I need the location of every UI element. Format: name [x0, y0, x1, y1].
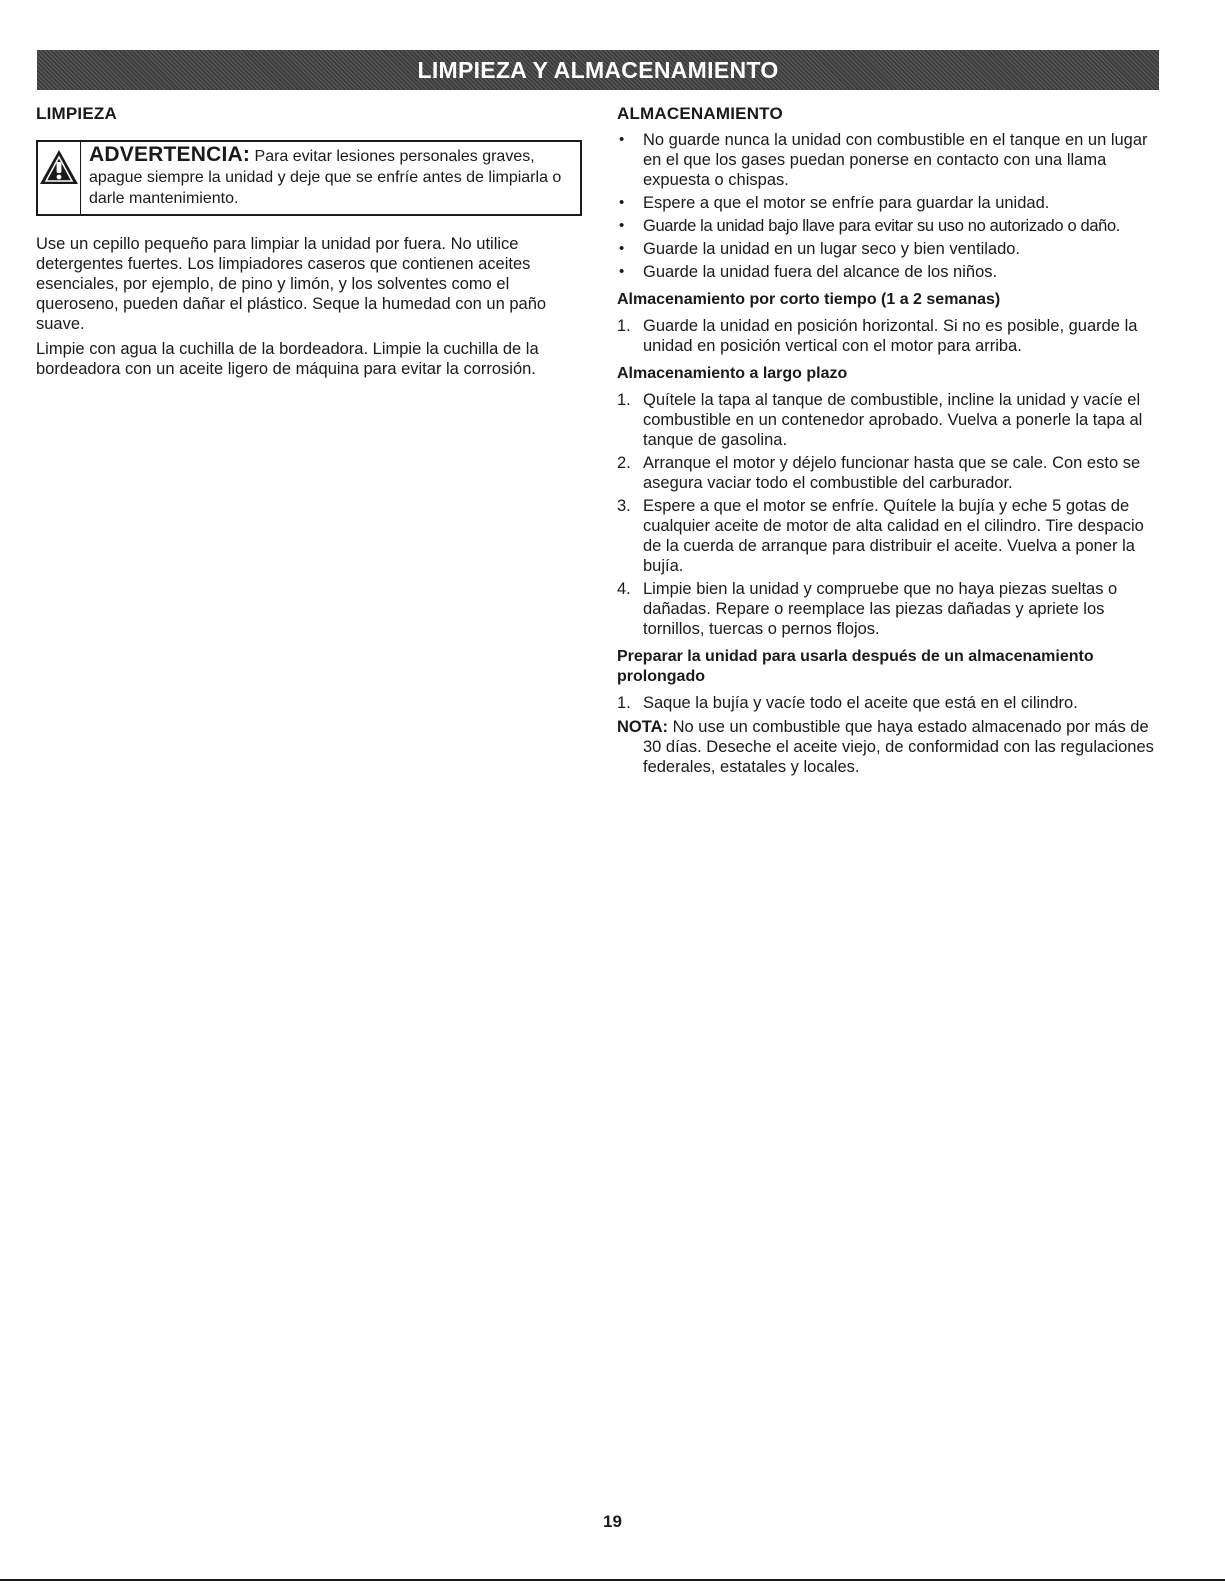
- limpieza-paragraph-2: Limpie con agua la cuchilla de la bordeadora. Limpie la cuchilla de la bordeadora con un aceite ligero de máquina para evitar la corrosión.: [36, 340, 539, 378]
- short-term-steps: [617, 316, 1162, 356]
- short-term-heading: Almacenamiento por corto tiempo (1 a 2 semanas): [617, 291, 1001, 308]
- step-number: 1.: [617, 391, 631, 409]
- list-item: • Espere a que el motor se enfríe para guardar la unidad.: [617, 193, 1162, 213]
- list-item: [617, 453, 1162, 493]
- long-term-heading: Almacenamiento a largo plazo: [617, 365, 848, 382]
- limpieza-column: [36, 100, 582, 384]
- warning-box: [36, 140, 582, 216]
- note-label: NOTA:: [617, 718, 669, 736]
- long-term-steps: [617, 390, 1162, 639]
- step-number: 1.: [617, 317, 631, 335]
- warning-icon-cell: [38, 142, 81, 214]
- prepare-heading: Preparar la unidad para usarla después de un almacenamiento prolongado: [617, 648, 1094, 685]
- list-item: • No guarde nunca la unidad con combustible en el tanque en un lugar en el que los gases puedan ponerse en contacto con una llama expuesta o chispas.: [617, 130, 1162, 190]
- note: [617, 717, 1162, 777]
- list-item: [617, 316, 1162, 356]
- step-text: Saque la bujía y vacíe todo el aceite que está en el cilindro.: [643, 694, 1078, 712]
- step-text: Arranque el motor y déjelo funcionar hasta que se cale. Con esto se asegura vaciar todo el combustible del carburador.: [643, 454, 1141, 492]
- step-number: 3.: [617, 497, 631, 515]
- note-text: No use un combustible que haya estado almacenado por más de 30 días. Deseche el aceite viejo, de conformidad con las regulaciones federales, estatales y locales.: [643, 718, 1154, 776]
- step-text: Quítele la tapa al tanque de combustible, incline la unidad y vacíe el combustible en un contenedor aprobado. Vuelva a ponerle la tapa al tanque de gasolina.: [643, 391, 1143, 449]
- warning-body: Para evitar lesiones personales graves, apague siempre la unidad y deje que se enfríe antes de limpiarla o darle mantenimiento.: [89, 148, 562, 207]
- section-banner: [37, 50, 1159, 90]
- footer-rule: [0, 1579, 1225, 1581]
- list-item: [617, 579, 1162, 639]
- limpieza-heading: LIMPIEZA: [36, 104, 117, 123]
- step-number: 4.: [617, 580, 631, 598]
- step-text: Guarde la unidad en posición horizontal. Si no es posible, guarde la unidad en posición vertical con el motor para arriba.: [643, 317, 1138, 355]
- list-item: [617, 693, 1162, 713]
- warning-text: [81, 142, 580, 214]
- step-text: Espere a que el motor se enfríe. Quítele la bujía y eche 5 gotas de cualquier aceite de motor de alta calidad en el cilindro. Tire despacio de la cuerda de arranque para distribuir el aceite. Vuelva a poner la bujía.: [643, 497, 1144, 575]
- list-item: • Guarde la unidad fuera del alcance de los niños.: [617, 262, 1162, 282]
- list-item: • Guarde la unidad bajo llave para evitar su uso no autorizado o daño.: [617, 216, 1162, 236]
- list-item: [617, 496, 1162, 576]
- page-number: 19: [603, 1512, 622, 1531]
- warning-title: ADVERTENCIA:: [89, 143, 251, 166]
- step-number: 1.: [617, 694, 631, 712]
- step-number: 2.: [617, 454, 631, 472]
- limpieza-paragraph-1: Use un cepillo pequeño para limpiar la unidad por fuera. No utilice detergentes fuertes. Los limpiadores caseros que contienen aceites esenciales, por ejemplo, de pino y limón, y los solventes como el queroseno, pueden dañar el plástico. Seque la humedad con un paño suave.: [36, 235, 547, 333]
- almacenamiento-heading: ALMACENAMIENTO: [617, 104, 783, 123]
- warning-triangle-icon: [38, 148, 80, 186]
- step-text: Limpie bien la unidad y compruebe que no haya piezas sueltas o dañadas. Repare o reemplace las piezas dañadas y apriete los tornillos, tuercas o pernos flojos.: [643, 580, 1118, 638]
- list-item: [617, 390, 1162, 450]
- list-item: • Guarde la unidad en un lugar seco y bien ventilado.: [617, 239, 1162, 259]
- storage-bullet-list: [617, 130, 1162, 282]
- almacenamiento-column: [617, 100, 1162, 777]
- banner-title: LIMPIEZA Y ALMACENAMIENTO: [417, 56, 779, 83]
- prepare-steps: [617, 693, 1162, 713]
